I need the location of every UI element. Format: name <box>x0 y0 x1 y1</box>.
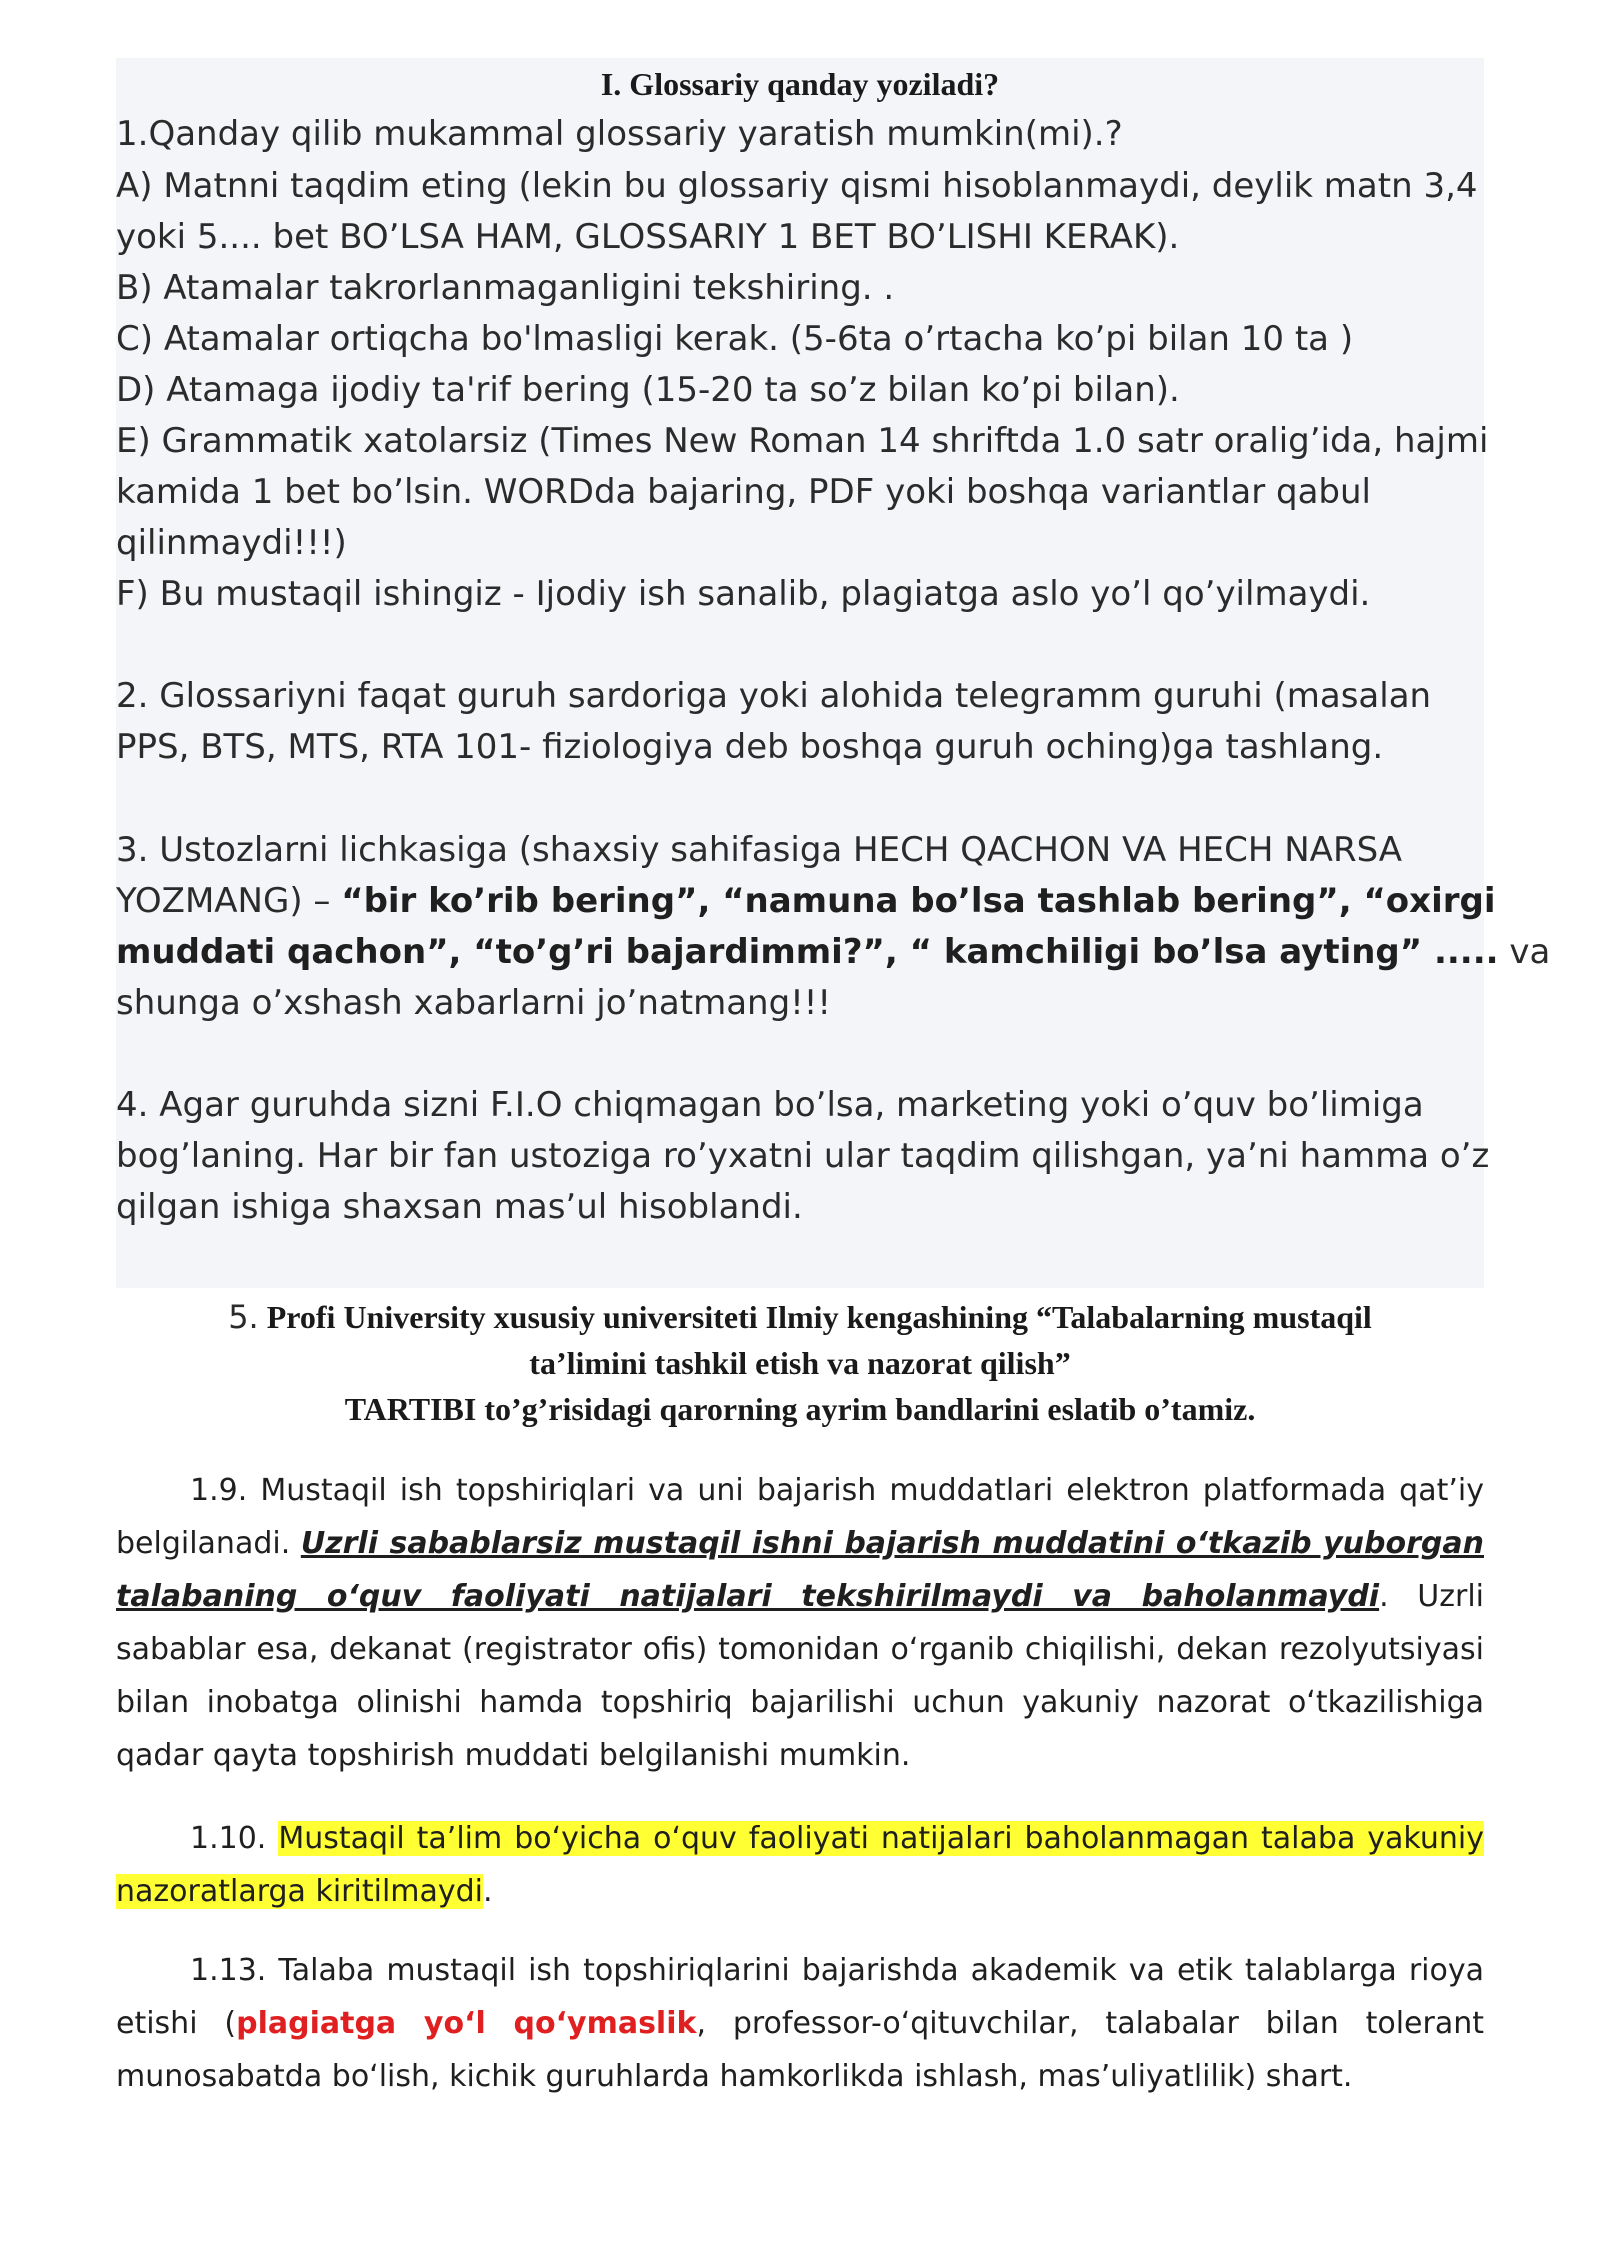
rule-text: 1.10. <box>190 1821 279 1856</box>
rules-heading-line: TARTIBI to’g’risidagi qarorning ayrim bandlarini eslatib o’tamiz. <box>344 1391 1256 1427</box>
guide-line: C) Atamalar ortiqcha bo'lmasligi kerak. (5-6ta o’rtacha ko’pi bilan 10 ta ) <box>116 319 1354 359</box>
rules-heading-line: ta’limini tashkil etish va nazorat qilish” <box>529 1345 1071 1381</box>
item3-text: YOZMANG) – <box>116 881 342 921</box>
rule-text: 1.13. Talaba mustaqil ish topshiriqlarini bajarishda akademik va etik talablarga rioya etishi ( <box>116 1953 1484 2041</box>
guide-line: yoki 5.... bet BO’LSA HAM, GLOSSARIY 1 BET BO’LISHI KERAK). <box>116 217 1180 257</box>
guide-title: I. Glossariy qanday yoziladi? <box>600 66 1000 102</box>
rule-1-13 <box>116 1944 1484 2103</box>
guide-line: kamida 1 bet bo’lsin. WORDda bajaring, PDF yoki boshqa variantlar qabul <box>116 472 1371 512</box>
item3-text: va <box>1498 932 1551 972</box>
guide-line: bog’laning. Har bir fan ustoziga ro’yxatni ular taqdim qilishgan, ya’ni hamma o’z <box>116 1136 1490 1176</box>
rules-heading-line: Profi University xususiy universiteti Ilmiy kengashining “Talabalarning mustaqil <box>266 1299 1372 1335</box>
rule-text: . Uzrli sabablar esa, dekanat (registrator ofis) tomonidan o‘rganib chiqilishi, dekan rezolyutsiyasi bilan inobatga olinishi hamda topshiriq bajarilishi uchun yakuniy nazorat o‘tkazilishiga qadar qayta topshirish muddati belgilanishi mumkin. <box>116 1579 1485 1773</box>
rules-heading <box>116 1294 1484 1432</box>
guide-line: 3. Ustozlarni lichkasiga (shaxsiy sahifasiga HECH QACHON VA HECH NARSA <box>116 830 1403 870</box>
rules-number: 5. <box>228 1298 259 1336</box>
rule-emphasis: Uzrli sabablarsiz mustaqil ishni bajarish muddatini o‘tkazib yuborgan talabaning o‘quv faoliyati natijalari tekshirilmaydi va baholanmaydi <box>116 1526 1484 1614</box>
guide-line: shunga o’xshash xabarlarni jo’natmang!!! <box>116 983 832 1023</box>
rule-highlight: Mustaqil ta’lim bo‘yicha o‘quv faoliyati natijalari baholanmagan talaba yakuniy nazoratlarga kiritilmaydi <box>116 1821 1485 1909</box>
guide-line: qilgan ishiga shaxsan mas’ul hisoblandi. <box>116 1187 803 1227</box>
rule-text: 1.9. Mustaqil ish topshiriqlari va uni bajarish muddatlari elektron platformada qat’iy belgilanadi. <box>116 1473 1484 1561</box>
guide-line: 1.Qanday qilib mukammal glossariy yaratish mumkin(mi).? <box>116 114 1123 154</box>
guide-line: 2. Glossariyni faqat guruh sardoriga yoki alohida telegramm guruhi (masalan <box>116 676 1432 716</box>
item3-quote: “bir ko’rib bering”, “namuna bo’lsa tashlab bering”, “oxirgi <box>341 881 1496 921</box>
item3-quote: muddati qachon”, “to’g’ri bajardimmi?”, “ kamchiligi bo’lsa ayting” ..... <box>116 932 1499 972</box>
rule-text: . <box>483 1874 493 1909</box>
guide-line <box>116 926 1550 978</box>
rule-text: , professor-o‘qituvchilar, talabalar bilan tolerant munosabatda bo‘lish, kichik guruhlarda hamkorlikda ishlash, mas’uliyatlilik) shart. <box>116 2006 1484 2094</box>
guide-line: qilinmaydi!!!) <box>116 523 347 563</box>
rule-red-emphasis: plagiatga yo‘l qo‘ymaslik <box>236 2006 697 2041</box>
guide-line: F) Bu mustaqil ishingiz - Ijodiy ish sanalib, plagiatga aslo yo’l qo’yilmaydi. <box>116 574 1371 614</box>
guide-line: E) Grammatik xatolarsiz (Times New Roman 14 shriftda 1.0 satr oralig’ida, hajmi <box>116 421 1489 461</box>
guide-line: PPS, BTS, MTS, RTA 101- fiziologiya deb boshqa guruh oching)ga tashlang. <box>116 727 1384 767</box>
guide-line: A) Matnni taqdim eting (lekin bu glossariy qismi hisoblanmaydi, deylik matn 3,4 <box>116 166 1478 206</box>
guide-line: B) Atamalar takrorlanmaganligini tekshiring. . <box>116 268 895 308</box>
guide-line <box>116 875 1496 927</box>
rule-1-9 <box>116 1464 1484 1782</box>
rule-1-10 <box>116 1812 1484 1918</box>
guide-line: D) Atamaga ijodiy ta'rif bering (15-20 ta so’z bilan ko’pi bilan). <box>116 370 1180 410</box>
guide-line: 4. Agar guruhda sizni F.I.O chiqmagan bo’lsa, marketing yoki o’quv bo’limiga <box>116 1085 1424 1125</box>
